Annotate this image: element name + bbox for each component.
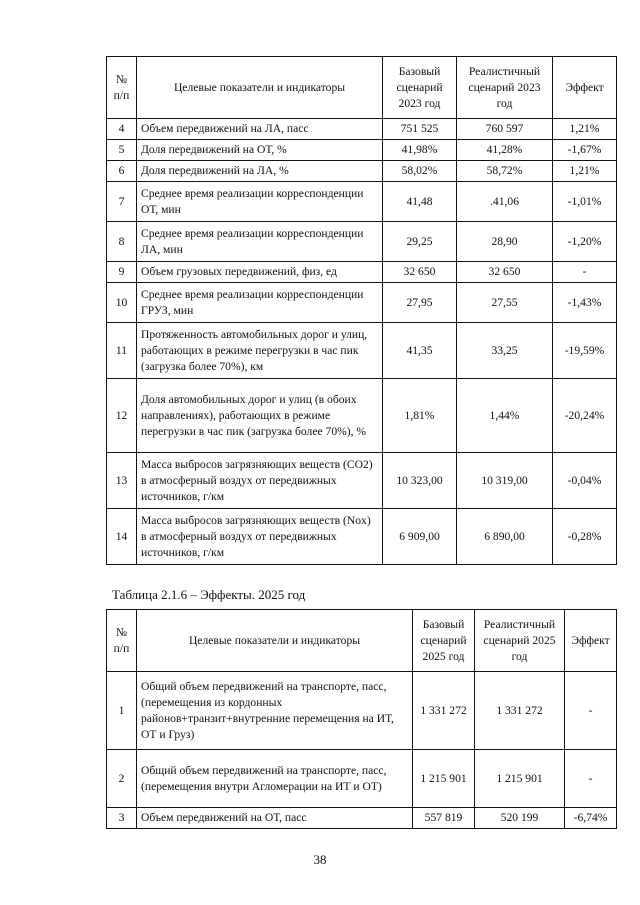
base-value-cell: 1,81%: [383, 379, 457, 453]
table-row: [107, 222, 617, 262]
header-num: № п/п: [107, 57, 137, 119]
indicator-cell: Масса выбросов загрязняющих веществ (Nox) в атмосферный воздух от передвижных источников, г/км: [137, 509, 383, 565]
realistic-value-cell: 1 331 272: [475, 672, 565, 750]
header-effect: Эффект: [565, 610, 617, 672]
realistic-value-cell: 32 650: [457, 262, 553, 283]
realistic-value-cell: 10 319,00: [457, 453, 553, 509]
row-number-cell: 7: [107, 182, 137, 222]
table-row: [107, 808, 617, 829]
indicator-cell: Объем грузовых передвижений, физ, ед: [137, 262, 383, 283]
indicator-cell: Доля передвижений на ЛА, %: [137, 161, 383, 182]
table-row: [107, 379, 617, 453]
effect-cell: -1,20%: [553, 222, 617, 262]
effect-cell: -20,24%: [553, 379, 617, 453]
effect-cell: -: [565, 750, 617, 808]
row-number-cell: 4: [107, 119, 137, 140]
base-value-cell: 32 650: [383, 262, 457, 283]
indicator-cell: Доля автомобильных дорог и улиц (в обоих направлениях), работающих в режиме перегрузки в час пик (загрузка более 70%), %: [137, 379, 383, 453]
indicator-cell: Масса выбросов загрязняющих веществ (СО2) в атмосферный воздух от передвижных источников, г/км: [137, 453, 383, 509]
effect-cell: -1,43%: [553, 283, 617, 323]
header-num: № п/п: [107, 610, 137, 672]
row-number-cell: 12: [107, 379, 137, 453]
table-row: [107, 262, 617, 283]
row-number-cell: 6: [107, 161, 137, 182]
effects-table-2023: [106, 56, 617, 565]
base-value-cell: 41,98%: [383, 140, 457, 161]
row-number-cell: 11: [107, 323, 137, 379]
effect-cell: -1,67%: [553, 140, 617, 161]
header-realistic: Реалистичный сценарий 2023 год: [457, 57, 553, 119]
realistic-value-cell: 27,55: [457, 283, 553, 323]
row-number-cell: 8: [107, 222, 137, 262]
header-realistic: Реалистичный сценарий 2025 год: [475, 610, 565, 672]
indicator-cell: Общий объем передвижений на транспорте, пасс, (перемещения внутри Агломерации на ИТ и ОТ): [137, 750, 413, 808]
realistic-value-cell: 6 890,00: [457, 509, 553, 565]
header-base: Базовый сценарий 2023 год: [383, 57, 457, 119]
effect-cell: -1,01%: [553, 182, 617, 222]
row-number-cell: 2: [107, 750, 137, 808]
table-row: [107, 119, 617, 140]
effect-cell: 1,21%: [553, 161, 617, 182]
table-header-row: [107, 57, 617, 119]
table-row: [107, 140, 617, 161]
effect-cell: -6,74%: [565, 808, 617, 829]
indicator-cell: Объем передвижений на ЛА, пасс: [137, 119, 383, 140]
realistic-value-cell: 1,44%: [457, 379, 553, 453]
row-number-cell: 13: [107, 453, 137, 509]
header-effect: Эффект: [553, 57, 617, 119]
indicator-cell: Среднее время реализации корреспонденции ГРУЗ, мин: [137, 283, 383, 323]
effects-table-2025: [106, 609, 617, 829]
base-value-cell: 58,02%: [383, 161, 457, 182]
indicator-cell: Протяженность автомобильных дорог и улиц, работающих в режиме перегрузки в час пик (загрузка более 70%), км: [137, 323, 383, 379]
page-number: 38: [313, 852, 327, 867]
base-value-cell: 41,48: [383, 182, 457, 222]
row-number-cell: 14: [107, 509, 137, 565]
table-row: [107, 750, 617, 808]
effect-cell: 1,21%: [553, 119, 617, 140]
realistic-value-cell: .41,06: [457, 182, 553, 222]
base-value-cell: 41,35: [383, 323, 457, 379]
base-value-cell: 557 819: [413, 808, 475, 829]
realistic-value-cell: 28,90: [457, 222, 553, 262]
row-number-cell: 5: [107, 140, 137, 161]
indicator-cell: Доля передвижений на ОТ, %: [137, 140, 383, 161]
row-number-cell: 3: [107, 808, 137, 829]
row-number-cell: 10: [107, 283, 137, 323]
effect-cell: -: [565, 672, 617, 750]
table-row: [107, 453, 617, 509]
realistic-value-cell: 58,72%: [457, 161, 553, 182]
base-value-cell: 29,25: [383, 222, 457, 262]
base-value-cell: 27,95: [383, 283, 457, 323]
indicator-cell: Общий объем передвижений на транспорте, пасс, (перемещения из кордонных районов+транзит+внутренние перемещения на ИТ, ОТ и Груз): [137, 672, 413, 750]
indicator-cell: Среднее время реализации корреспонденции ЛА, мин: [137, 222, 383, 262]
table-row: [107, 323, 617, 379]
table-row: [107, 672, 617, 750]
realistic-value-cell: 33,25: [457, 323, 553, 379]
row-number-cell: 9: [107, 262, 137, 283]
realistic-value-cell: 760 597: [457, 119, 553, 140]
realistic-value-cell: 520 199: [475, 808, 565, 829]
indicator-cell: Объем передвижений на ОТ, пасс: [137, 808, 413, 829]
row-number-cell: 1: [107, 672, 137, 750]
base-value-cell: 1 215 901: [413, 750, 475, 808]
table-row: [107, 161, 617, 182]
realistic-value-cell: 1 215 901: [475, 750, 565, 808]
effect-cell: -: [553, 262, 617, 283]
base-value-cell: 1 331 272: [413, 672, 475, 750]
base-value-cell: 6 909,00: [383, 509, 457, 565]
effect-cell: -0,28%: [553, 509, 617, 565]
header-indicator: Целевые показатели и индикаторы: [137, 610, 413, 672]
indicator-cell: Среднее время реализации корреспонденции ОТ, мин: [137, 182, 383, 222]
base-value-cell: 10 323,00: [383, 453, 457, 509]
header-base: Базовый сценарий 2025 год: [413, 610, 475, 672]
effect-cell: -19,59%: [553, 323, 617, 379]
base-value-cell: 751 525: [383, 119, 457, 140]
header-indicator: Целевые показатели и индикаторы: [137, 57, 383, 119]
realistic-value-cell: 41,28%: [457, 140, 553, 161]
table-header-row: [107, 610, 617, 672]
table-row: [107, 509, 617, 565]
table-caption: Таблица 2.1.6 – Эффекты. 2025 год: [112, 587, 306, 602]
table-row: [107, 182, 617, 222]
effect-cell: -0,04%: [553, 453, 617, 509]
table-row: [107, 283, 617, 323]
